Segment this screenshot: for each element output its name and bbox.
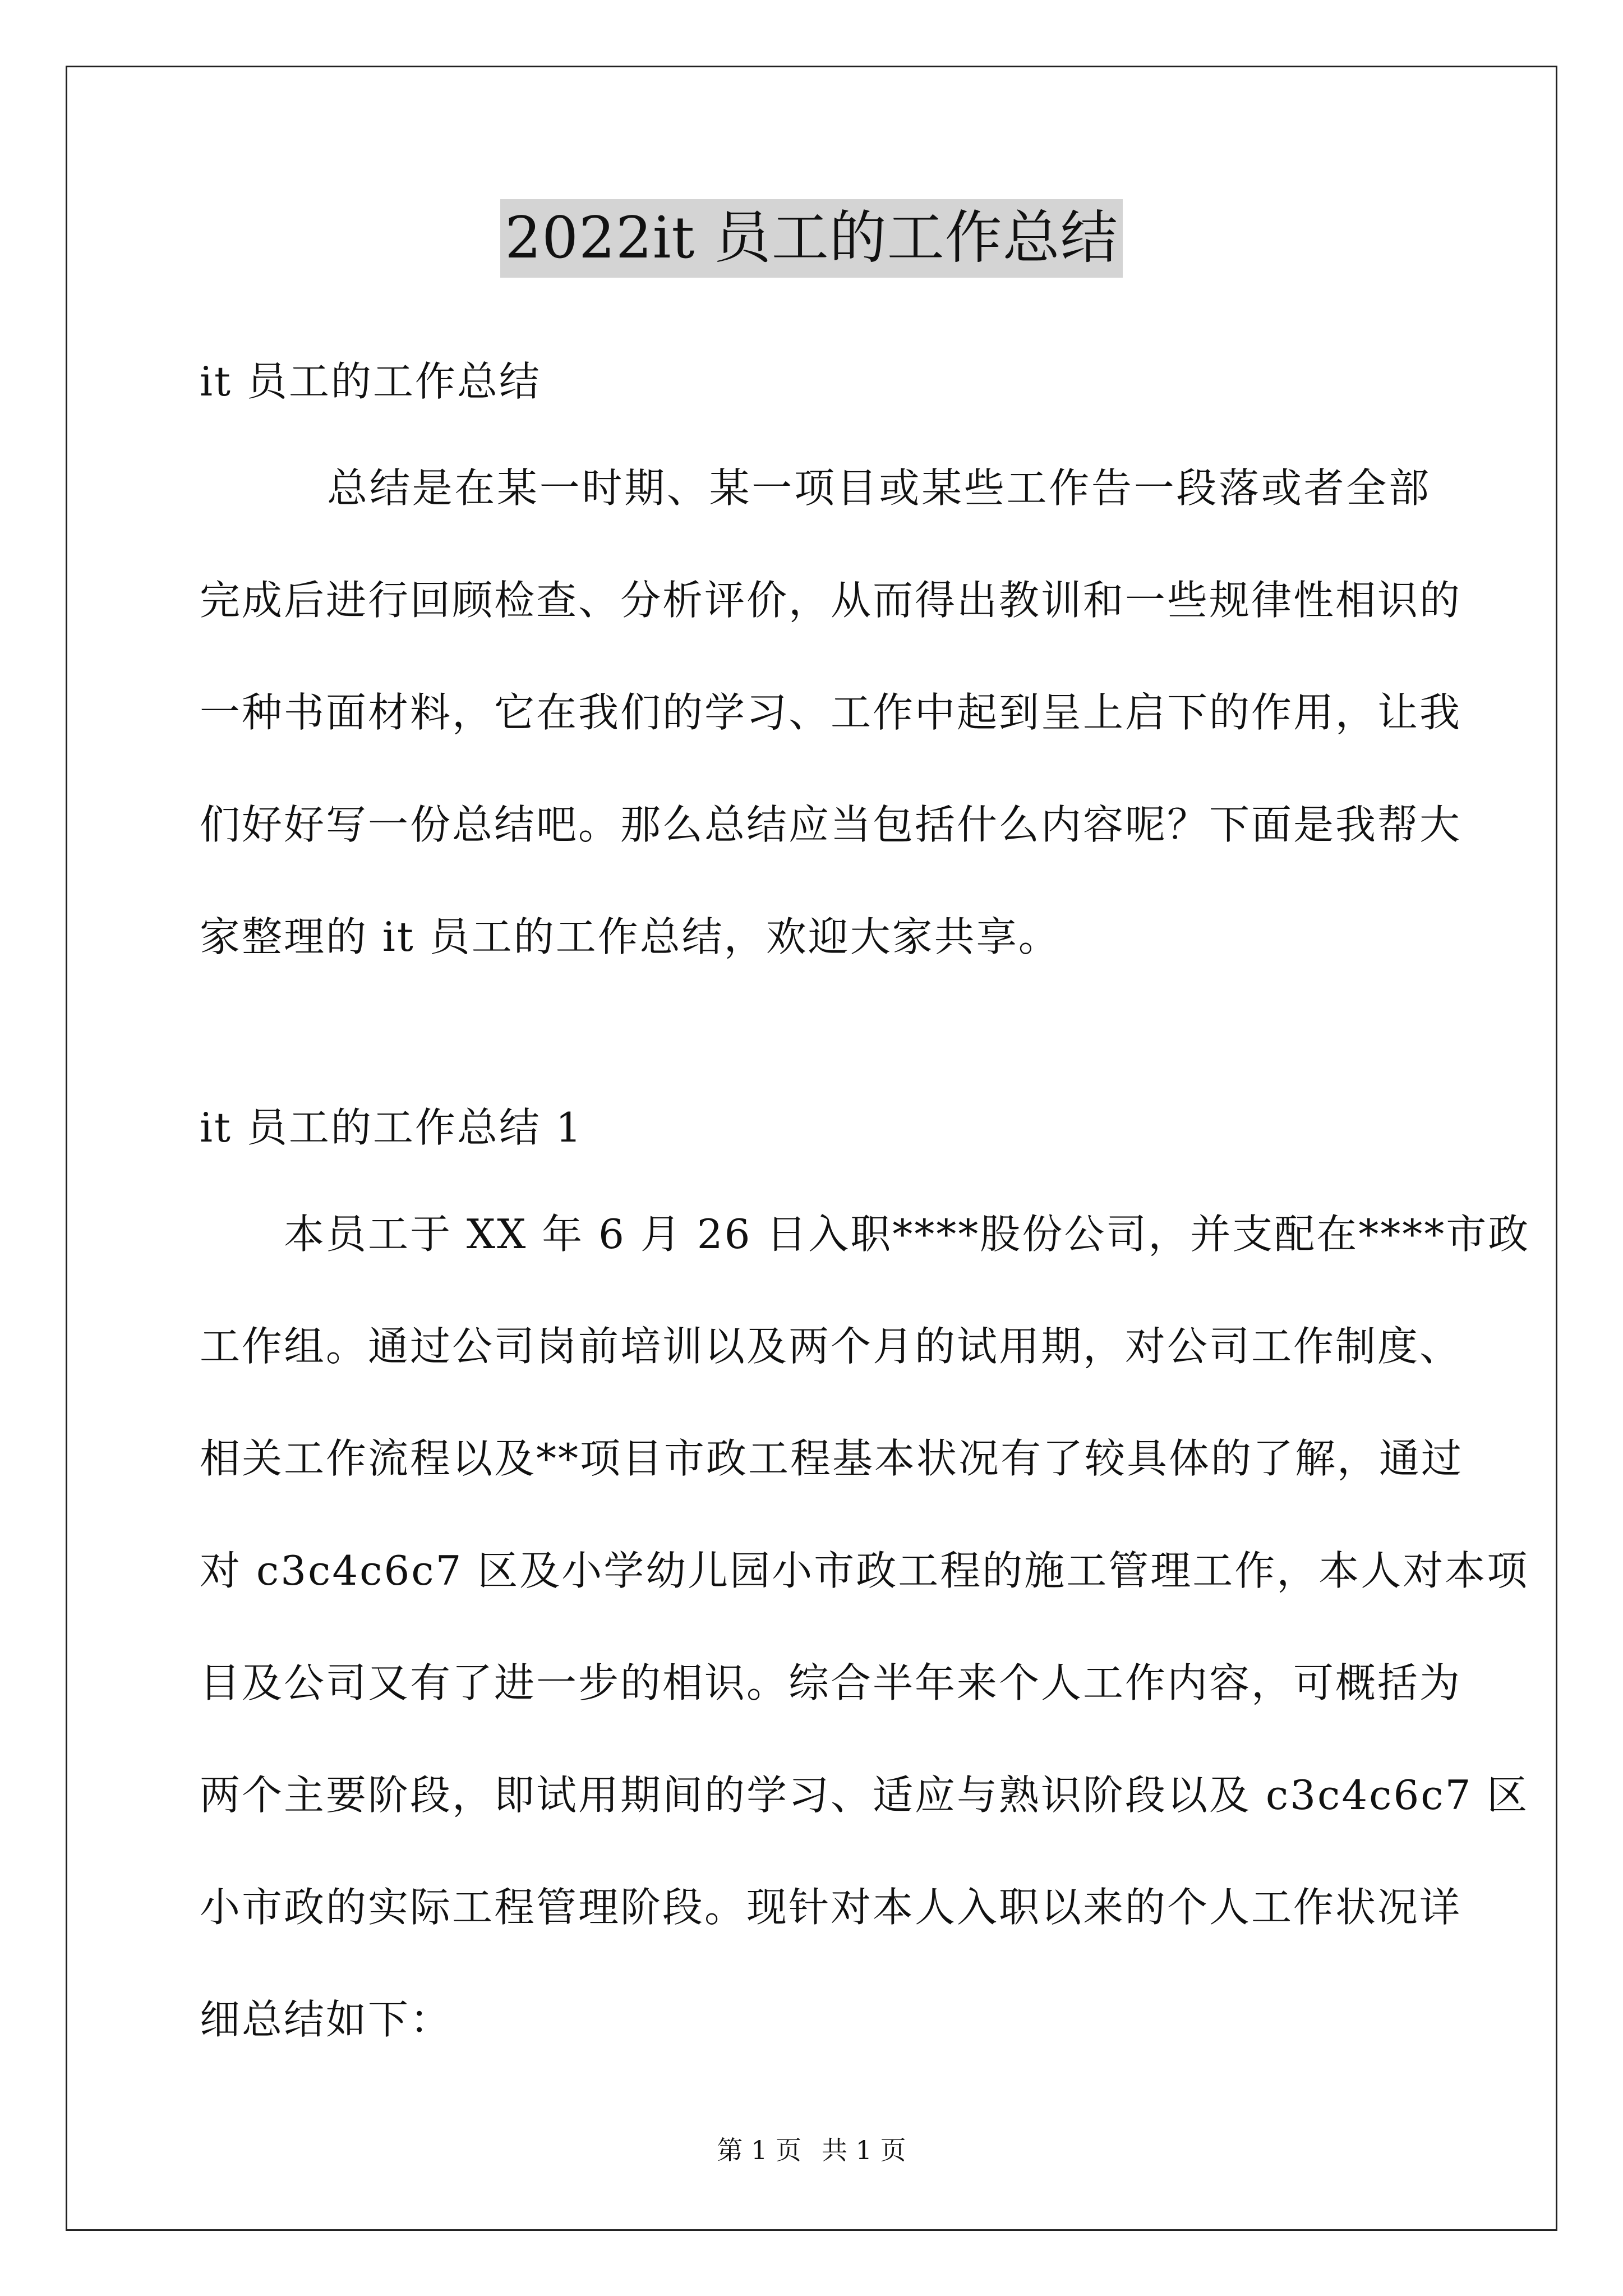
page-footer	[0, 2133, 1623, 2167]
paragraph-line: 总结是在某一时期、某一项目或某些工作告一段落或者全部	[200, 464, 1431, 512]
paragraph-line: 小市政的实际工程管理阶段。现针对本人入职以来的个人工作状况详	[200, 1884, 1462, 1931]
paragraph-line: 完成后进行回顾检查、分析评价，从而得出教训和一些规律性相识的	[200, 577, 1462, 624]
intro-heading: it 员工的工作总结	[200, 358, 541, 405]
paragraph-line: 两个主要阶段，即试用期间的学习、适应与熟识阶段以及 c3c4c6c7 区	[200, 1772, 1529, 1819]
paragraph-line: 相关工作流程以及**项目市政工程基本状况有了较具体的了解，通过	[200, 1435, 1464, 1482]
page-total: 共 1 页	[822, 2135, 906, 2165]
paragraph-line: 家整理的 it 员工的工作总结，欢迎大家共享。	[200, 913, 1061, 960]
paragraph-line: 一种书面材料，它在我们的学习、工作中起到呈上启下的作用，让我	[200, 689, 1462, 736]
paragraph-line: 对 c3c4c6c7 区及小学幼儿园小市政工程的施工管理工作，本人对本项	[200, 1547, 1529, 1594]
paragraph-line: 目及公司又有了进一步的相识。综合半年来个人工作内容，可概括为	[200, 1659, 1462, 1706]
paragraph-line: 细总结如下：	[200, 1996, 453, 2043]
document-title: 2022it 员工的工作总结	[500, 199, 1123, 278]
paragraph-line: 们好好写一份总结吧。那么总结应当包括什么内容呢？下面是我帮大	[200, 801, 1462, 848]
paragraph-line: 工作组。通过公司岗前培训以及两个月的试用期，对公司工作制度、	[200, 1323, 1462, 1370]
intro-paragraph	[200, 432, 1462, 993]
title-block	[0, 199, 1623, 278]
page-number: 第 1 页	[717, 2135, 801, 2165]
section1-heading: it 员工的工作总结 1	[200, 1104, 583, 1151]
section1-paragraph	[200, 1178, 1530, 2076]
paragraph-line: 本员工于 XX 年 6 月 26 日入职****股份公司，并支配在****市政	[200, 1211, 1530, 1258]
